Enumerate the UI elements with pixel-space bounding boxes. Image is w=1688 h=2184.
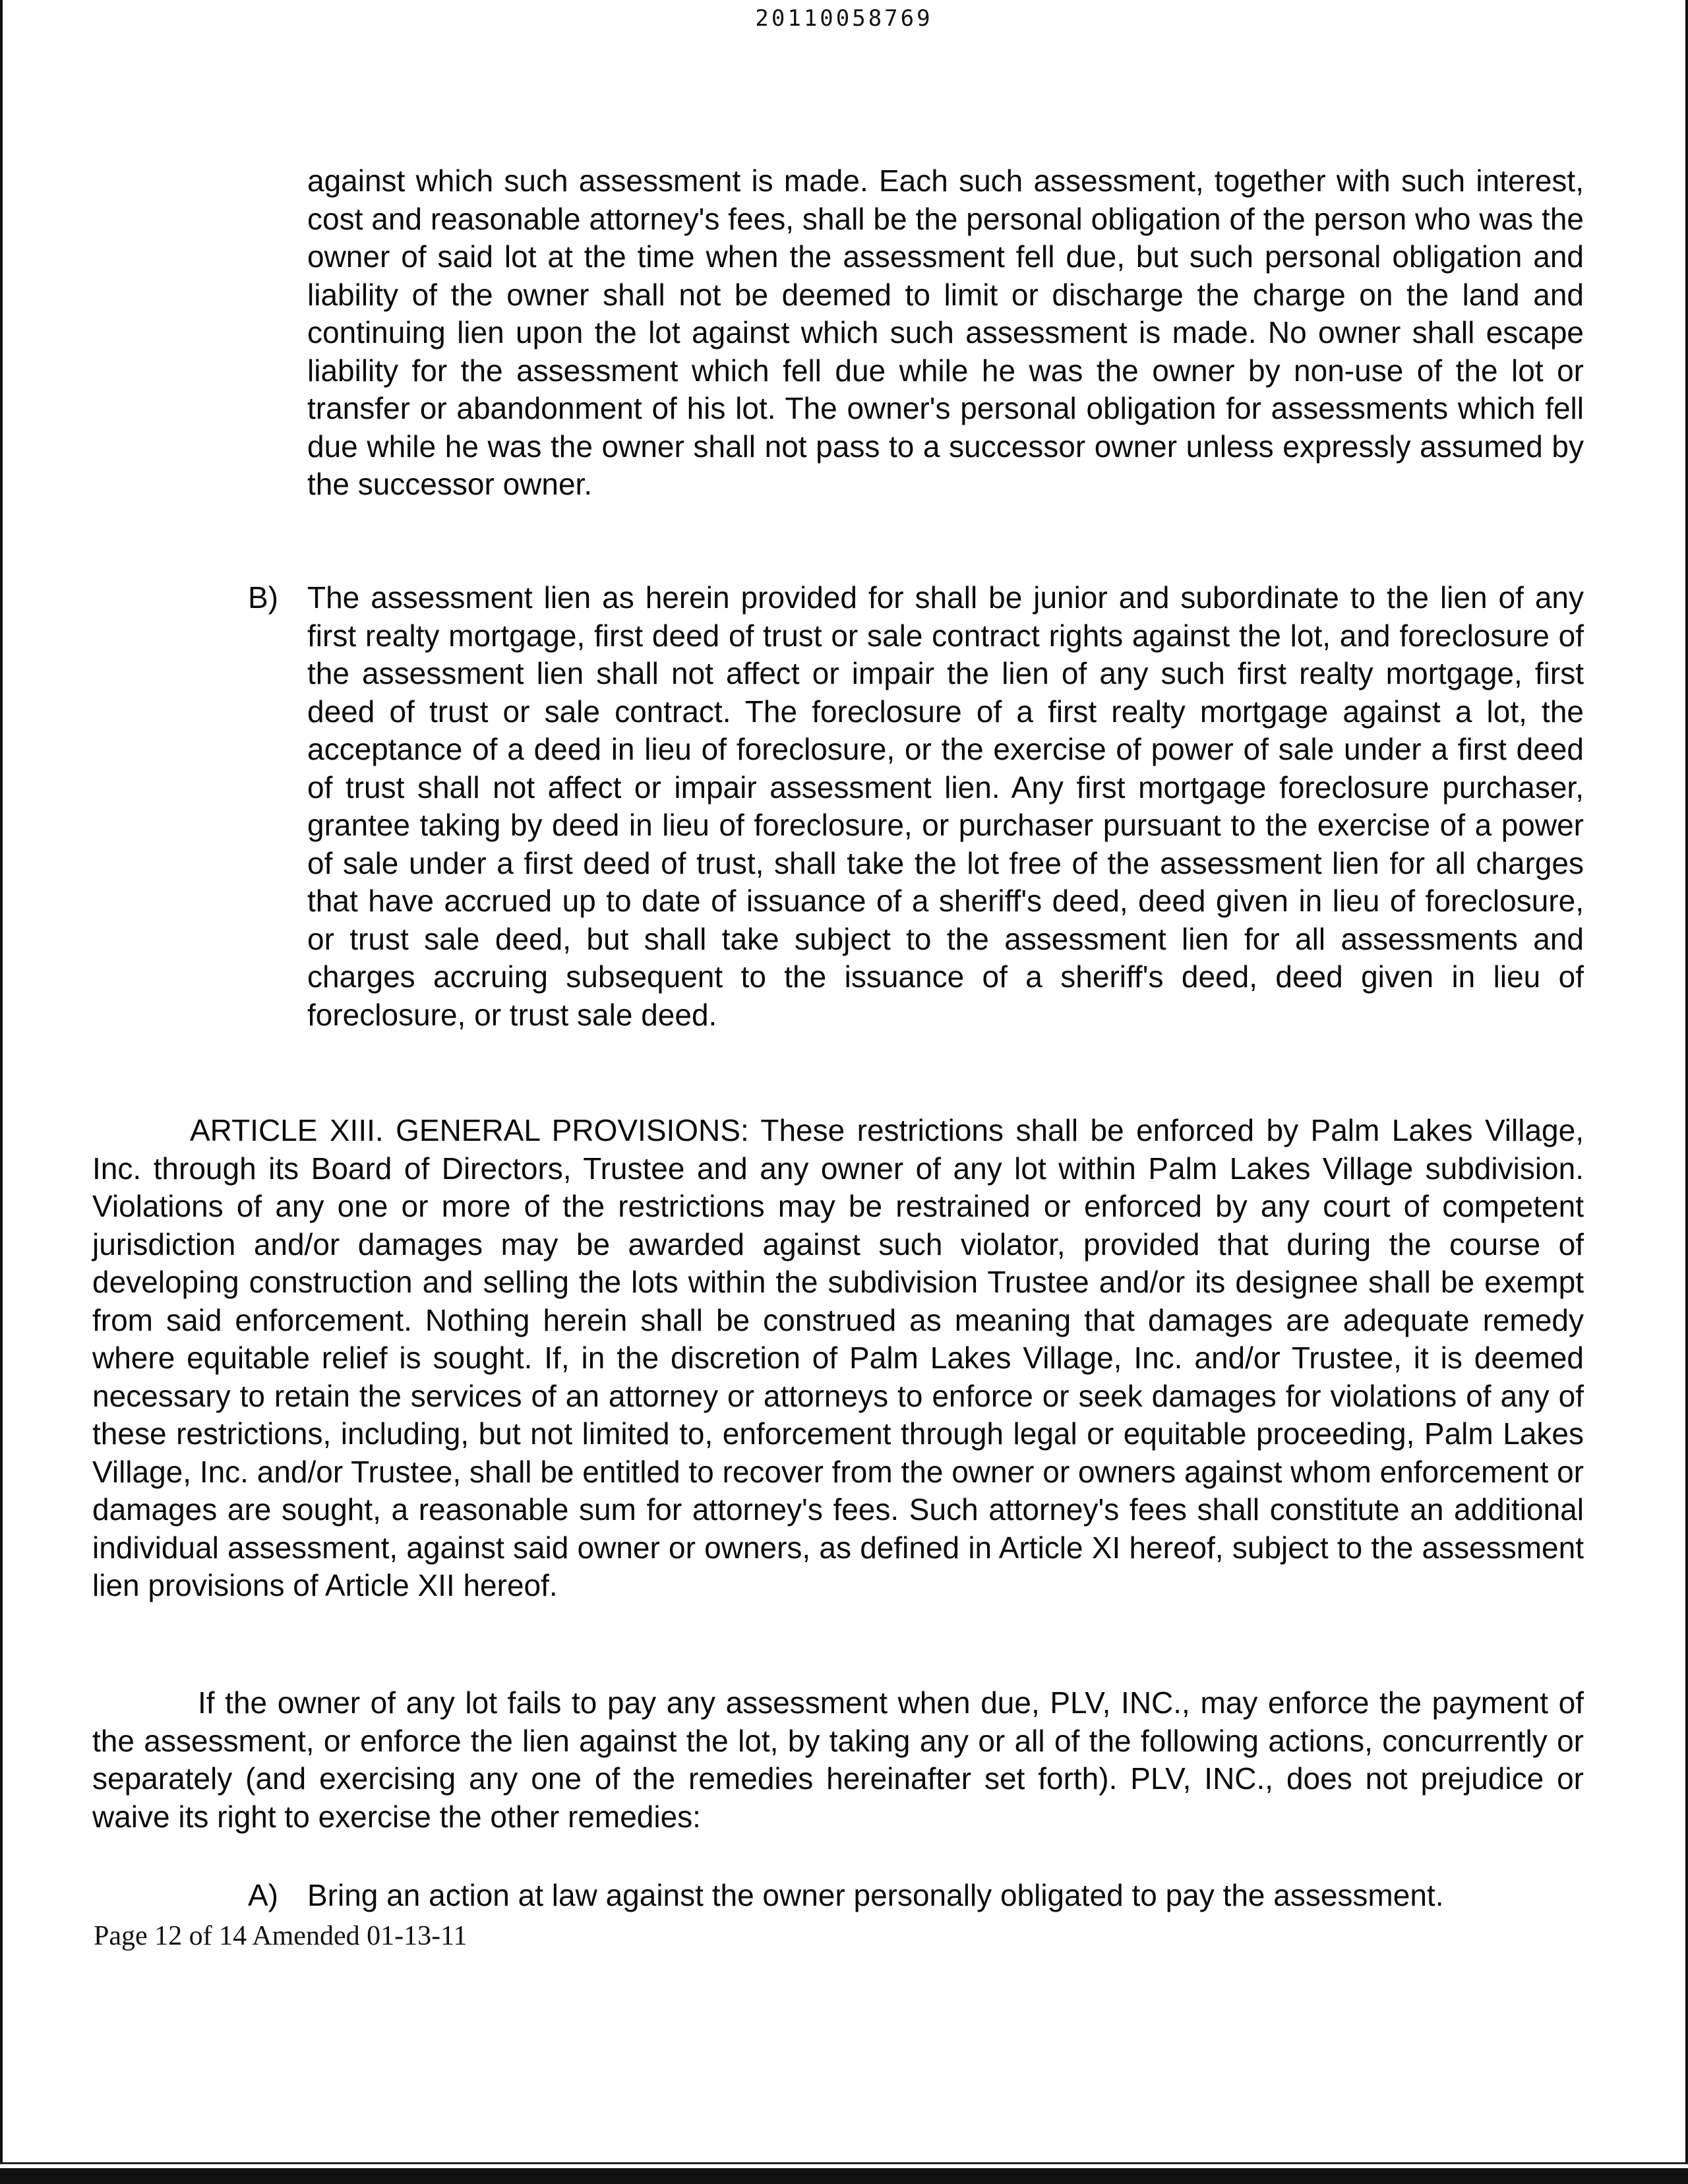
scan-edge-right	[1685, 0, 1688, 2184]
owner-remedies-paragraph: If the owner of any lot fails to pay any assessment when due, PLV, INC., may enforce the payment of the assessment, or enforce the lien against the lot, by taking any or all of the following actions, concurrently or separately (and exercising any one of the remedies hereinafter set forth). PLV, INC., does not prejudice or waive its right to exercise the other remedies:	[92, 1685, 1584, 1834]
list-item-a-text: Bring an action at law against the owner personally obligated to pay the assessment.	[307, 1878, 1444, 1912]
list-marker-a: A)	[248, 1878, 278, 1912]
page-footer: Page 12 of 14 Amended 01-13-11	[94, 1921, 467, 1951]
list-item-b-text: The assessment lien as herein provided for shall be junior and subordinate to the lien of any first realty mortgage, first deed of trust or sale contract rights against the lot, and foreclosure of the assessment lien shall not affect or impair the lien of any such first realty mortgage, first deed of trust or sale contract. The foreclosure of a first realty mortgage against a lot, the acceptance of a deed in lieu of foreclosure, or the exercise of power of sale under a first deed of trust shall not affect or impair assessment lien. Any first mortgage foreclosure purchaser, grantee taking by deed in lieu of foreclosure, or purchaser pursuant to the exercise of a power of sale under a first deed of trust, shall take the lot free of the assessment lien for all charges that have accrued up to date of issuance of a sheriff's deed, deed given in lieu of foreclosure, or trust sale deed, but shall take subject to the assessment lien for all assessments and charges accruing subsequent to the issuance of a sheriff's deed, deed given in lieu of foreclosure, or trust sale deed.	[307, 580, 1584, 1032]
list-marker-b: B)	[248, 580, 278, 615]
list-item-a	[248, 1877, 1584, 1915]
article-xiii-paragraph: ARTICLE XIII. GENERAL PROVISIONS: These restrictions shall be enforced by Palm Lakes Village, Inc. through its Board of Directors, Trustee and any owner of any lot within Palm Lakes Village subdivision. Violations of any one or more of the restrictions may be restrained or enforced by any court of competent jurisdiction and/or damages may be awarded against such violator, provided that during the course of developing construction and selling the lots within the subdivision Trustee and/or its designee shall be exempt from said enforcement. Nothing herein shall be construed as meaning that damages are adequate remedy where equitable relief is sought. If, in the discretion of Palm Lakes Village, Inc. and/or Trustee, it is deemed necessary to retain the services of an attorney or attorneys to enforce or seek damages for violations of any of these restrictions, including, but not limited to, enforcement through legal or equitable proceeding, Palm Lakes Village, Inc. and/or Trustee, shall be entitled to recover from the owner or owners against whom enforcement or damages are sought, a reasonable sum for attorney's fees. Such attorney's fees shall constitute an additional individual assessment, against said owner or owners, as defined in Article XI hereof, subject to the assessment lien provisions of Article XII hereof.	[92, 1113, 1584, 1602]
scan-edge-left	[0, 0, 3, 2184]
document-number: 20110058769	[755, 5, 933, 32]
scan-edge-bottom	[0, 2168, 1688, 2184]
list-item-b	[248, 579, 1584, 1034]
assessment-obligation-paragraph: against which such assessment is made. Each such assessment, together with such interest, cost and reasonable attorney's fees, shall be the personal obligation of the person who was the owner of said lot at the time when the assessment fell due, but such personal obligation and liability of the owner shall not be deemed to limit or discharge the charge on the land and continuing lien upon the lot against which such assessment is made. No owner shall escape liability for the assessment which fell due while he was the owner by non-use of the lot or transfer or abandonment of his lot. The owner's personal obligation for assessments which fell due while he was the owner shall not pass to a successor owner unless expressly assumed by the successor owner.	[307, 164, 1584, 501]
